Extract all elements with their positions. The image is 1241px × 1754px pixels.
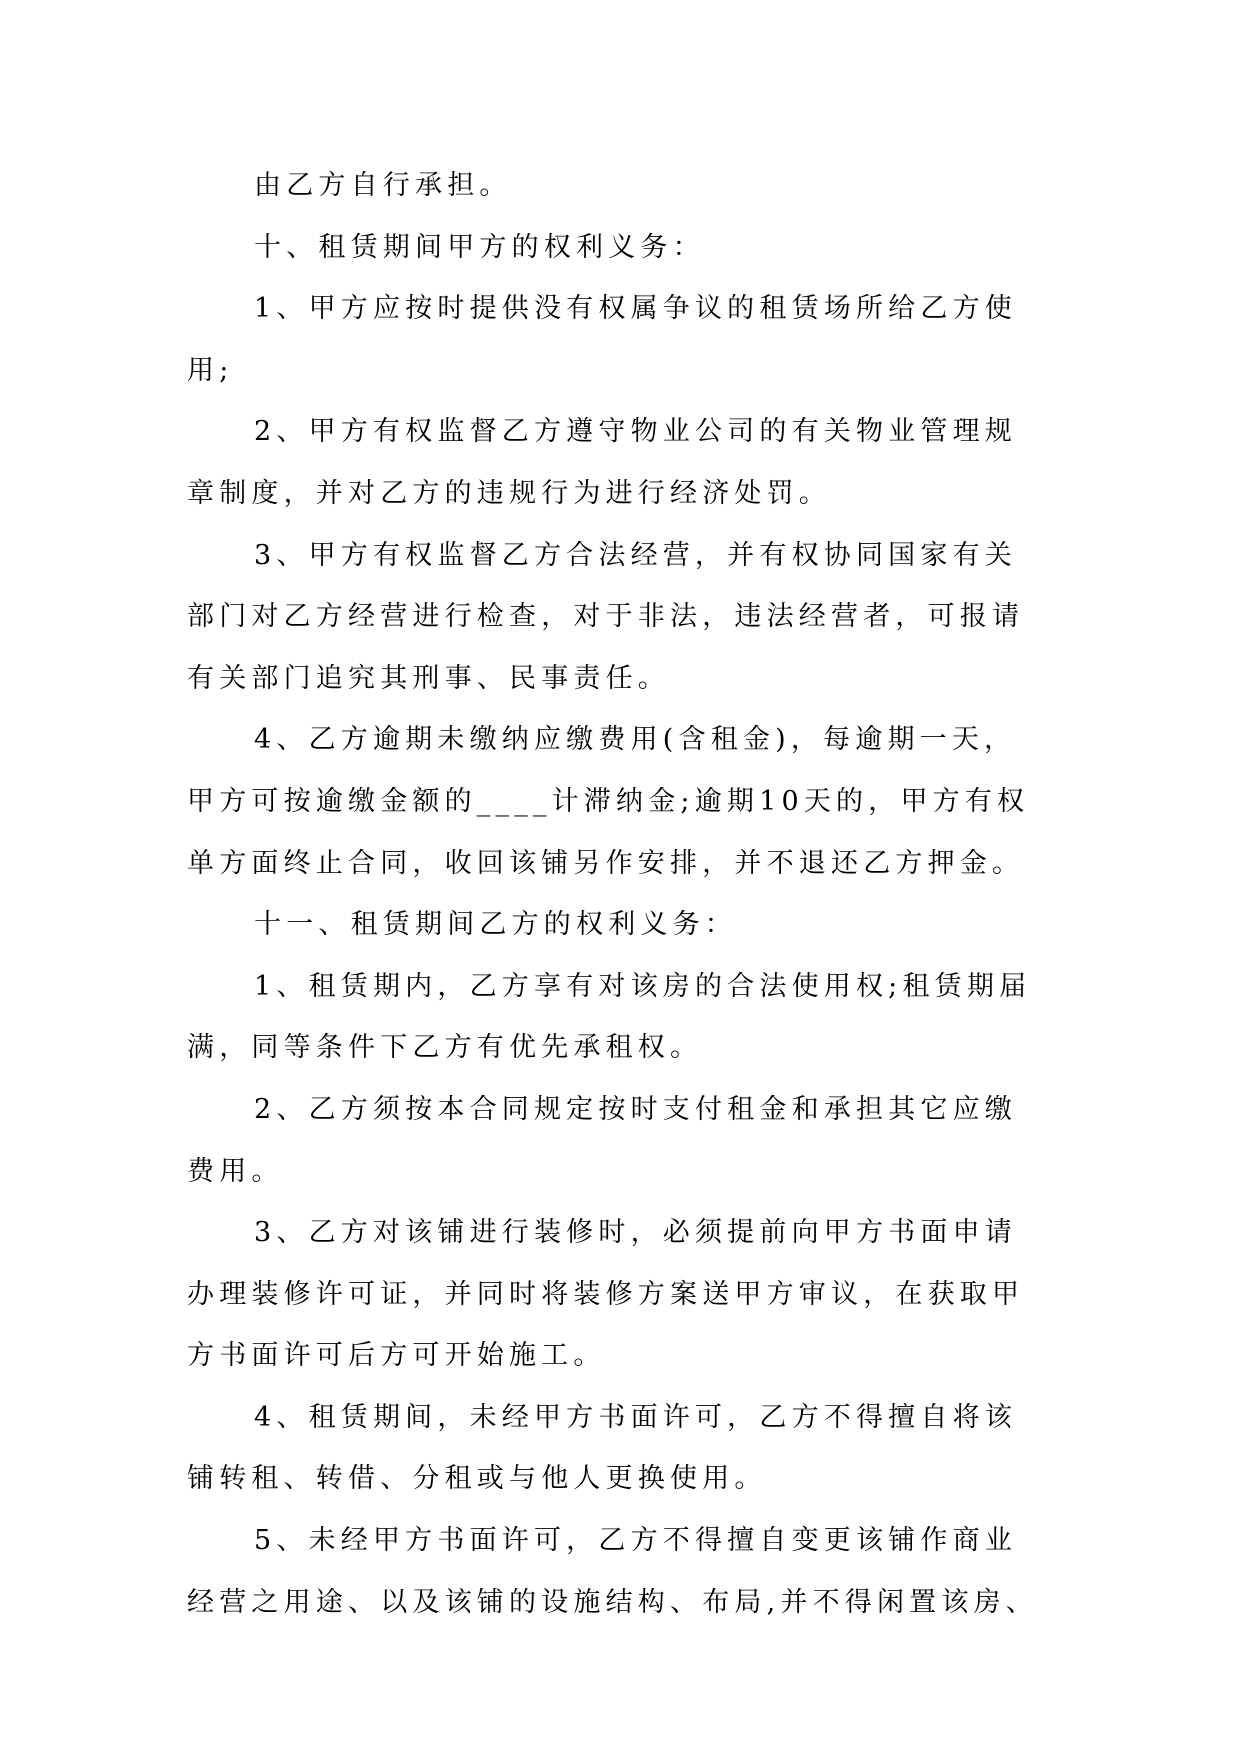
text-line: 由乙方自行承担。 [254,170,512,201]
text-line: 5、未经甲方书面许可，乙方不得擅自变更该铺作商业 [254,1525,1017,1557]
text-line: 费用。 [187,1155,284,1187]
text-line: 甲方可按逾缴金额的____计滞纳金;逾期10天的，甲方有权 [187,785,1030,817]
text-line: 4、租赁期间，未经甲方书面许可，乙方不得擅自将该 [254,1401,1017,1433]
text-line: 章制度，并对乙方的违规行为进行经济处罚。 [187,477,831,509]
text-line: 方书面许可后方可开始施工。 [187,1340,606,1372]
document-body [187,155,1072,1633]
text-line: 有关部门追究其刑事、民事责任。 [187,662,670,694]
text-line: 4、乙方逾期未缴纳应缴费用(含租金)，每逾期一天， [254,724,1017,756]
text-line: 经营之用途、以及该铺的设施结构、布局,并不得闲置该房、 [187,1586,1038,1618]
text-line: 1、租赁期内，乙方享有对该房的合法使用权;租赁期届 [254,970,1032,1002]
text-line: 铺转租、转借、分租或与他人更换使用。 [187,1463,767,1495]
text-line: 用; [187,354,234,386]
text-line: 2、甲方有权监督乙方遵守物业公司的有关物业管理规 [254,416,1017,448]
text-line: 3、甲方有权监督乙方合法经营，并有权协同国家有关 [254,539,1017,571]
text-line: 1、甲方应按时提供没有权属争议的租赁场所给乙方使 [254,293,1017,325]
text-line: 3、乙方对该铺进行装修时，必须提前向甲方书面申请 [254,1217,1017,1249]
text-line: 2、乙方须按本合同规定按时支付租金和承担其它应缴 [254,1093,1017,1125]
text-line: 单方面终止合同，收回该铺另作安排，并不退还乙方押金。 [187,847,1025,879]
text-line: 部门对乙方经营进行检查，对于非法，违法经营者，可报请 [187,601,1025,633]
section-heading: 十一、租赁期间乙方的权利义务： [254,909,737,941]
section-heading: 十、租赁期间甲方的权利义务： [254,231,705,263]
text-line: 满，同等条件下乙方有优先承租权。 [187,1032,703,1064]
text-line: 办理装修许可证，并同时将装修方案送甲方审议，在获取甲 [187,1278,1025,1310]
